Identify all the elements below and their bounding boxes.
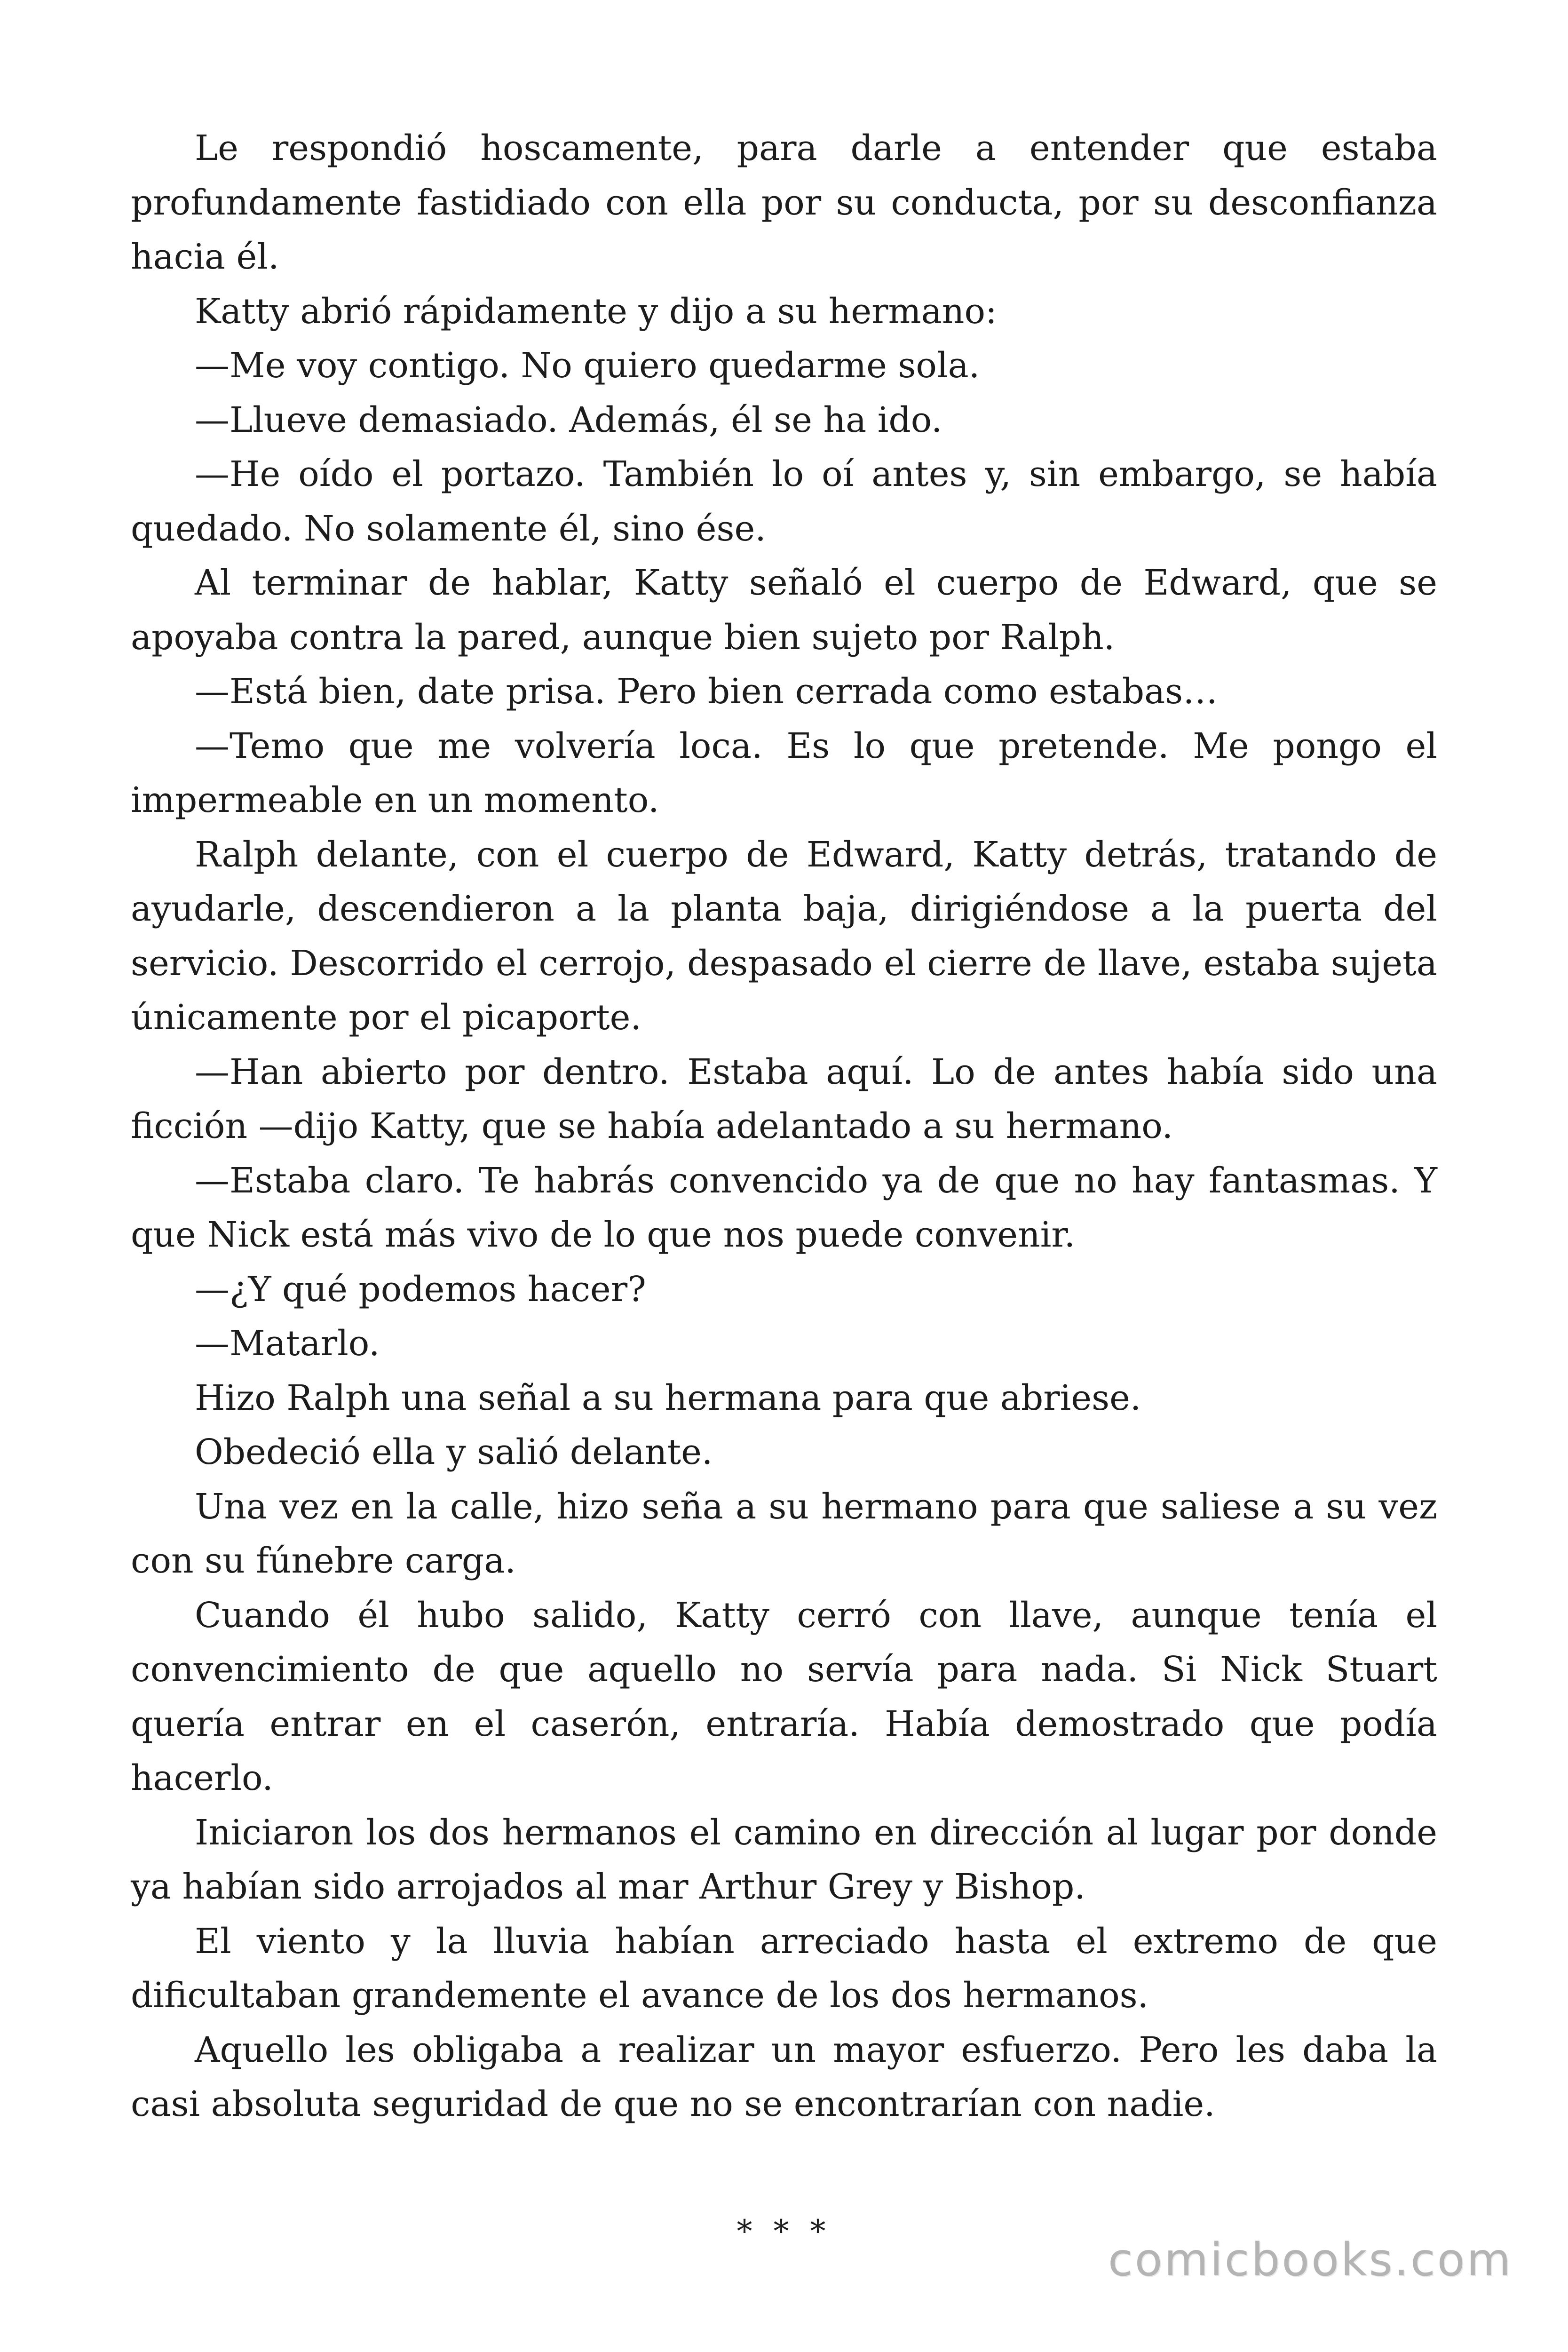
paragraph: Aquello les obligaba a realizar un mayor esfuerzo. Pero les daba la casi absoluta seguridad de que no se encontrarían con nadie. [131,2029,1437,2124]
paragraph: —Han abierto por dentro. Estaba aquí. Lo de antes había sido una ficción —dijo Katty, que se había adelantado a su hermano. [131,1051,1437,1146]
paragraph: Ralph delante, con el cuerpo de Edward, Katty detrás, tratando de ayudarle, descendieron a la planta baja, dirigiéndose a la puerta del servicio. Descorrido el cerrojo, despasado el cierre de llave, estaba sujeta únicamente por el picaporte. [131,834,1437,1038]
paragraph: —Llueve demasiado. Además, él se ha ido. [195,399,942,440]
paragraph: —Estaba claro. Te habrás convencido ya de que no hay fantasmas. Y que Nick está más vivo de lo que nos puede convenir. [131,1160,1437,1255]
paragraph: El viento y la lluvia habían arreciado hasta el extremo de que dificultaban grandemente el avance de los dos hermanos. [131,1921,1437,2016]
paragraph: —Está bien, date prisa. Pero bien cerrada como estabas… [195,671,1218,712]
paragraph: Una vez en la calle, hizo seña a su hermano para que saliese a su vez con su fúnebre carga. [131,1486,1437,1581]
paragraph: Hizo Ralph una señal a su hermana para que abriese. [195,1377,1141,1418]
paragraph: Al terminar de hablar, Katty señaló el cuerpo de Edward, que se apoyaba contra la pared, aunque bien sujeto por Ralph. [131,563,1437,658]
watermark: comicbooks.com [1108,2233,1513,2286]
paragraph: —Me voy contigo. No quiero quedarme sola. [195,345,980,386]
section-separator: * * * [736,2213,832,2249]
paragraph: —Temo que me volvería loca. Es lo que pretende. Me pongo el impermeable en un momento. [131,725,1437,820]
paragraph: Iniciaron los dos hermanos el camino en dirección al lugar por donde ya habían sido arrojados al mar Arthur Grey y Bishop. [131,1812,1437,1907]
paragraph: Obedeció ella y salió delante. [195,1432,713,1472]
paragraph: Katty abrió rápidamente y dijo a su hermano: [195,291,997,332]
paragraph: —Matarlo. [195,1323,380,1364]
paragraph: —He oído el portazo. También lo oí antes y, sin embargo, se había quedado. No solamente él, sino ése. [131,454,1437,549]
paragraph: Cuando él hubo salido, Katty cerró con llave, aunque tenía el convencimiento de que aquello no servía para nada. Si Nick Stuart quería entrar en el caserón, entraría. Había demostrado que podía hacerlo. [131,1595,1437,1798]
paragraph: —¿Y qué podemos hacer? [195,1269,646,1310]
paragraph: Le respondió hoscamente, para darle a entender que estaba profundamente fastidiado con ella por su conducta, por su desconfianza hacia él. [131,128,1437,277]
body-text [131,121,1437,2132]
